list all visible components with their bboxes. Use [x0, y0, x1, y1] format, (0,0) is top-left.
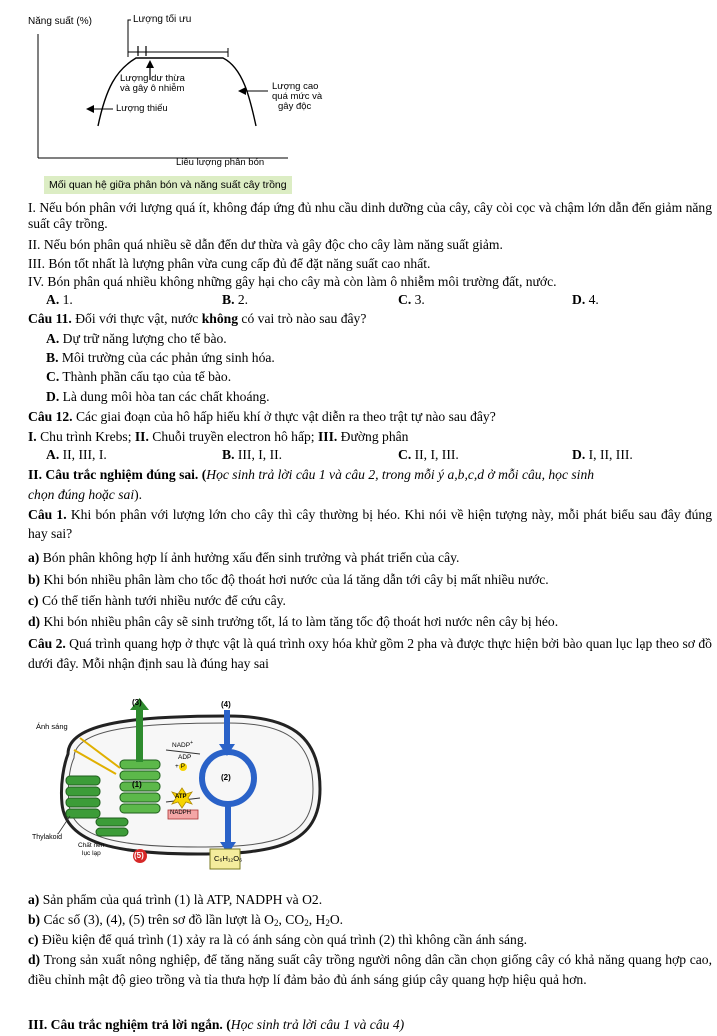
chart-excess-label-1: Lượng dư thừa [120, 73, 185, 84]
chart-caption: Mối quan hệ giữa phân bón và năng suất cây trồng [44, 176, 292, 194]
diagram-label-4: (4) [221, 700, 231, 709]
c1-question: Câu 1. Khi bón phân với lượng lớn cho cây thì cây thường bị héo. Khi nói về hiện tượng này, mỗi phát biểu sau đây đúng hay sai? [28, 507, 712, 541]
chart-excess-label-2: và gây ô nhiễm [120, 83, 185, 94]
c2-item-a[interactable]: a) Sản phẩm của quá trình (1) là ATP, NADPH và O2. [28, 892, 323, 907]
q11-question: Câu 11. Đối với thực vật, nước không có vai trò nào sau đây? [28, 311, 367, 326]
q11-option-c[interactable]: C. Thành phần cấu tạo của tế bào. [46, 369, 232, 384]
chloroplast-svg [28, 694, 328, 874]
chart-optimal-label: Lượng tối ưu [133, 14, 192, 25]
diagram-glucose-label: C₆H₁₂O₆ [214, 854, 243, 863]
q10-option-c[interactable]: C. 3. [398, 292, 425, 307]
chart-toxic-label-1: Lượng cao [272, 81, 319, 92]
chart-toxic-label-2: quá mức và [272, 91, 323, 102]
q12-option-b[interactable]: B. III, I, II. [222, 447, 283, 462]
diagram-nadph-label: NADPH [170, 810, 192, 816]
q10-option-d[interactable]: D. 4. [572, 292, 599, 307]
diagram-atp-label: ATP [175, 794, 187, 800]
c1-item-c[interactable]: c) Có thể tiến hành tưới nhiều nước để cứu cây. [28, 593, 286, 608]
chart-deficient-label: Lượng thiếu [116, 103, 168, 114]
c2-item-c[interactable]: c) Điều kiện để quá trình (1) xảy ra là có ánh sáng còn quá trình (2) thì không cần ánh sáng. [28, 932, 528, 947]
c2-question: Câu 2. Quá trình quang hợp ở thực vật là quá trình oxy hóa khử gồm 2 pha và được thực hiện bởi bào quan lục lạp theo sơ đồ dưới đây. Mỗi nhận định sau là đúng hay sai [28, 636, 712, 671]
q12-stages: I. Chu trình Krebs; II. Chuỗi truyền electron hô hấp; III. Đường phân [28, 429, 409, 444]
diagram-nadp-label: NADP+ [172, 740, 193, 750]
c1-item-d[interactable]: d) Khi bón nhiều phân cây sẽ sinh trưởng tốt, lá to làm tăng tốc độ thoát hơi nước nên cây bị héo. [28, 614, 559, 629]
q12-option-a[interactable]: A. II, III, I. [46, 447, 107, 462]
statement-3: III. Bón tốt nhất là lượng phân vừa cung cấp đủ để đặt năng suất cao nhất. [28, 256, 431, 271]
chart-toxic-label-3: gây độc [278, 101, 312, 112]
q10-option-a[interactable]: A. 1. [46, 292, 73, 307]
diagram-label-3: (3) [132, 698, 142, 707]
part2-heading-line2: chọn đúng hoặc sai). [28, 487, 143, 502]
part3-heading: III. Câu trắc nghiệm trả lời ngắn. (Học sinh trả lời câu 1 và câu 4) [28, 1017, 405, 1032]
q12-option-d[interactable]: D. I, II, III. [572, 447, 633, 462]
q11-option-b[interactable]: B. Môi trường của các phản ứng sinh hóa. [46, 350, 275, 365]
diagram-label-2: (2) [221, 773, 231, 782]
chloroplast-diagram [28, 694, 328, 874]
chart-xlabel: Liều lượng phân bón [176, 157, 265, 168]
fertilizer-chart [28, 8, 328, 198]
q12-question: Câu 12. Các giai đoạn của hô hấp hiếu khí ở thực vật diễn ra theo trật tự nào sau đây? [28, 409, 496, 424]
q10-option-b[interactable]: B. 2. [222, 292, 249, 307]
c1-item-b[interactable]: b) Khi bón nhiều phân làm cho tốc độ thoát hơi nước của lá tăng dẫn tới cây bị mất nhiều nước. [28, 572, 549, 587]
statement-2: II. Nếu bón phân quá nhiều sẽ dẫn đến dư thừa và gây độc cho cây làm năng suất giảm. [28, 237, 503, 252]
diagram-pi-label: + P [175, 763, 185, 770]
statement-1: I. Nếu bón phân với lượng quá ít, không đáp ứng đủ nhu cầu dinh dưỡng của cây, cây còi cọc và chậm lớn dẫn đến giảm năng suất cây trồng. [28, 200, 712, 231]
diagram-stroma-label-1: Chất nền [78, 842, 105, 849]
q11-option-d[interactable]: D. Là dung môi hòa tan các chất khoáng. [46, 389, 270, 404]
q12-option-c[interactable]: C. II, I, III. [398, 447, 459, 462]
diagram-adp-label: ADP [178, 754, 192, 761]
c1-item-a[interactable]: a) Bón phân không hợp lí ảnh hưởng xấu đến sinh trưởng và phát triển của cây. [28, 550, 460, 565]
diagram-label-1: (1) [132, 780, 142, 789]
c2-item-d[interactable]: d) Trong sản xuất nông nghiệp, để tăng năng suất cây trồng người nông dân cần chọn giống cây có khả năng quang hợp cao, điều chỉnh mật độ gieo trồng và tỉa thưa hợp lí đảm bảo đủ ánh sáng giúp cây quang hợp hiệu quả hơn. [28, 952, 712, 987]
diagram-light-label: Ánh sáng [36, 722, 68, 731]
diagram-stroma-label-2: lục lạp [82, 850, 101, 857]
part2-heading-line1: II. Câu trắc nghiệm đúng sai. (Học sinh trả lời câu 1 và câu 2, trong mỗi ý a,b,c,d ở mỗi câu, học sinh [28, 467, 595, 482]
diagram-thylakoid-label: Thylakoid [32, 834, 62, 841]
statement-4: IV. Bón phân quá nhiều không những gây hại cho cây mà còn làm ô nhiễm môi trường đất, nước. [28, 274, 557, 289]
c2-item-b[interactable]: b) Các số (3), (4), (5) trên sơ đồ lần lượt là $O_2$, $CO_2$, $H_2O$. [28, 912, 344, 928]
chart-ylabel: Năng suất (%) [28, 16, 92, 27]
diagram-label-5: (5) [134, 851, 144, 860]
q11-option-a[interactable]: A. Dự trữ năng lượng cho tế bào. [46, 331, 227, 346]
